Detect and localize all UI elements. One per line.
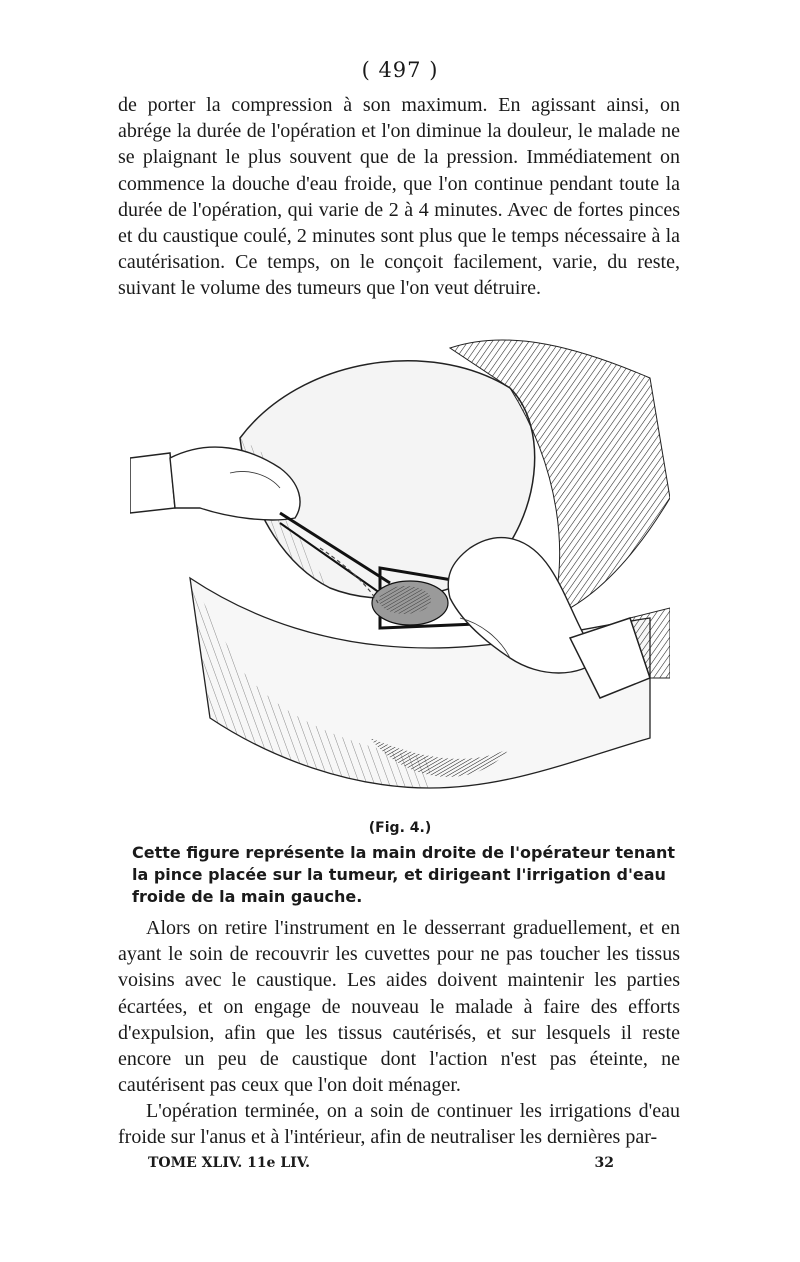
paragraph-1: de porter la compression à son maximum. En agissant ainsi, on abrége la durée de l'opération et l'on diminue la douleur, le malade ne se plaignant le plus souvent que de la pression. Immédiatement on commence la douche d'eau froide, que l'on continue pendant toute la durée de l'opération, qui varie de 2 à 4 minutes. Avec de fortes pinces et du caustique coulé, 2 minutes sont plus que le temps nécessaire à la cautérisation. Ce temps, on le conçoit facilement, varie, du reste, suivant le volume des tumeurs que l'on veut détruire. bbox=[118, 94, 680, 300]
paragraph-2: Alors on retire l'instrument en le desserrant graduellement, et en ayant le soin de recouvrir les cuvettes pour ne pas toucher les tissus voisins avec le caustique. Les aides doivent maintenir les parties écartées, et on engage de nouveau le malade à faire des efforts d'expulsion, afin que les tissus cautérisés, et sur lesquels il reste encore un peu de caustique dont l'action n'est pas éteinte, ne cautérisent pas ceux que l'on doit ménager. bbox=[118, 917, 680, 1097]
page-footer bbox=[148, 1155, 614, 1171]
sheet-signature: 32 bbox=[594, 1155, 614, 1171]
figure-caption: Cette figure représente la main droite de l'opérateur tenant la pince placée sur la tumeur, et dirigeant l'irrigation d'eau froide de la main gauche. bbox=[132, 843, 676, 906]
page-number: ( 497 ) bbox=[361, 58, 439, 82]
engraving-figure bbox=[130, 318, 670, 818]
left-sleeve-shape bbox=[130, 453, 175, 513]
figure-label: (Fig. 4.) bbox=[368, 820, 432, 836]
paragraph-3: L'opération terminée, on a soin de continuer les irrigations d'eau froide sur l'anus et à l'intérieur, afin de neutraliser les dernières par- bbox=[118, 1100, 680, 1149]
volume-signature: TOME XLIV. 11e LIV. bbox=[148, 1155, 311, 1171]
